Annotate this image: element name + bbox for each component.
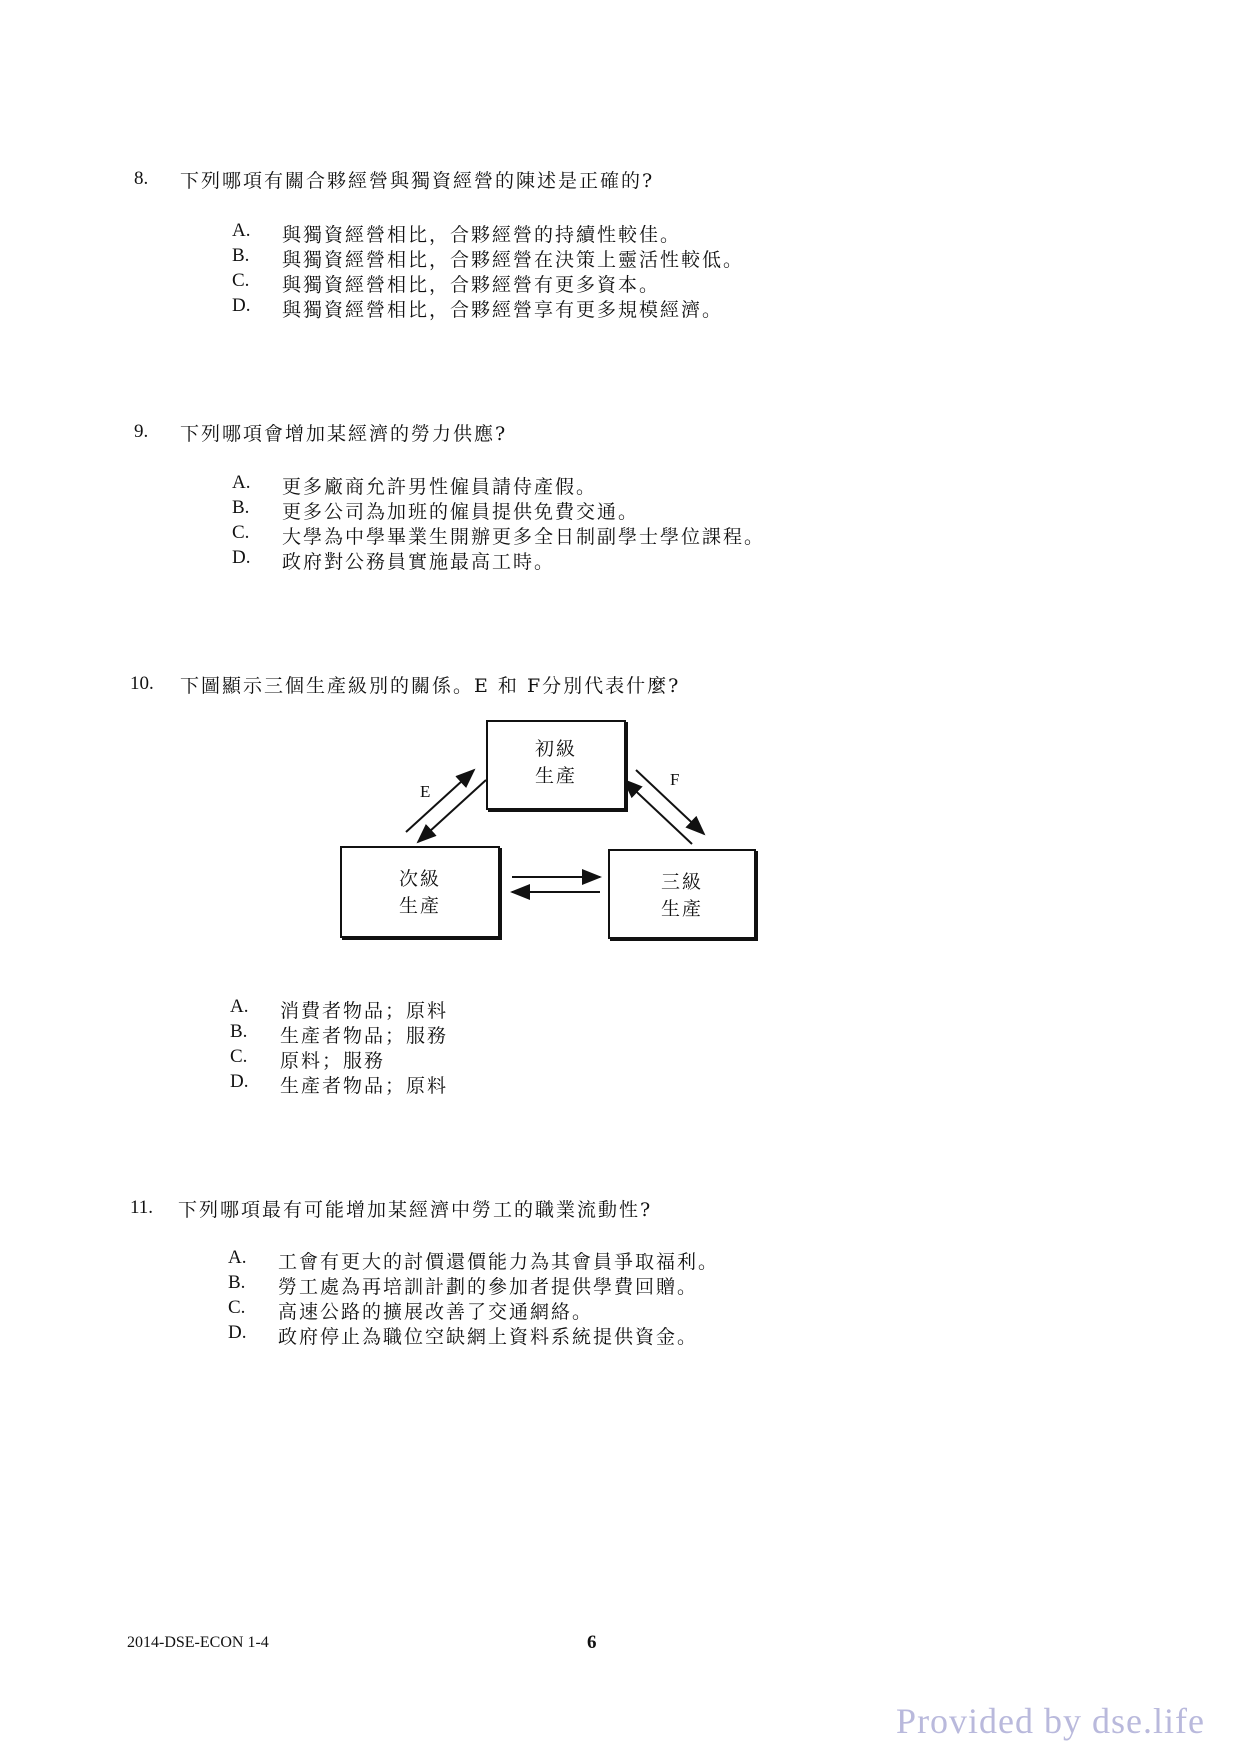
option-text: 與獨資經營相比，合夥經營在決策上靈活性較低。 (282, 249, 745, 271)
option-letter: B. (228, 1272, 246, 1293)
option-letter: A. (232, 220, 251, 241)
option-text: 消費者物品；原料 (280, 1000, 449, 1022)
option-letter: A. (228, 1247, 247, 1268)
option-text: 原料；服務 (280, 1050, 386, 1072)
option-letter: B. (232, 497, 250, 518)
box-line-2: 生產 (660, 898, 703, 920)
primary-production-box (486, 720, 626, 810)
question-stem: 下列哪項有關合夥經營與獨資經營的陳述是正確的? (180, 170, 655, 192)
question-number: 9. (134, 421, 149, 442)
label-f: F (670, 770, 680, 789)
option-text: 與獨資經營相比，合夥經營的持續性較佳。 (282, 224, 682, 246)
box-line-1: 初級 (534, 738, 577, 760)
option-letter: A. (232, 472, 251, 493)
exam-code: 2014-DSE-ECON 1-4 (127, 1634, 269, 1651)
option-text: 與獨資經營相比，合夥經營有更多資本。 (282, 274, 661, 296)
option-letter: B. (230, 1021, 248, 1042)
tertiary-production-box (608, 849, 756, 939)
option-letter: D. (230, 1071, 249, 1092)
option-letter: D. (232, 295, 251, 316)
option-text: 大學為中學畢業生開辦更多全日制副學士學位課程。 (282, 526, 766, 548)
option-text: 政府對公務員實施最高工時。 (282, 551, 556, 573)
box-line-2: 生產 (534, 765, 577, 787)
box-line-2: 生產 (398, 895, 441, 917)
label-e: E (420, 782, 431, 801)
page-number: 6 (587, 1632, 597, 1653)
option-text: 生產者物品；服務 (280, 1025, 449, 1047)
question-stem: 下列哪項會增加某經濟的勞力供應? (180, 423, 508, 445)
option-text: 政府停止為職位空缺網上資料系統提供資金。 (278, 1326, 699, 1348)
box-line-1: 次級 (398, 868, 441, 890)
option-text: 生產者物品；原料 (280, 1075, 449, 1097)
option-letter: D. (232, 547, 251, 568)
secondary-production-box (340, 846, 500, 938)
option-text: 工會有更大的討價還價能力為其會員爭取福利。 (278, 1251, 720, 1273)
option-letter: C. (232, 522, 250, 543)
option-text: 與獨資經營相比，合夥經營享有更多規模經濟。 (282, 299, 724, 321)
option-letter: A. (230, 996, 249, 1017)
question-number: 11. (130, 1197, 154, 1218)
question-stem: 下列哪項最有可能增加某經濟中勞工的職業流動性? (178, 1199, 653, 1221)
option-letter: C. (230, 1046, 248, 1067)
option-text: 勞工處為再培訓計劃的參加者提供學費回贈。 (278, 1276, 699, 1298)
option-letter: B. (232, 245, 250, 266)
question-number: 10. (130, 673, 154, 694)
option-letter: C. (228, 1297, 246, 1318)
option-letter: D. (228, 1322, 247, 1343)
option-letter: C. (232, 270, 250, 291)
option-text: 更多廠商允許男性僱員請侍產假。 (282, 476, 598, 498)
question-number: 8. (134, 168, 149, 189)
watermark: Provided by dse.life (896, 1701, 1205, 1741)
option-text: 高速公路的擴展改善了交通網絡。 (278, 1301, 594, 1323)
box-line-1: 三級 (660, 871, 703, 893)
question-stem: 下圖顯示三個生產級別的關係。E 和 F分別代表什麼? (180, 675, 681, 697)
option-text: 更多公司為加班的僱員提供免費交通。 (282, 501, 640, 523)
